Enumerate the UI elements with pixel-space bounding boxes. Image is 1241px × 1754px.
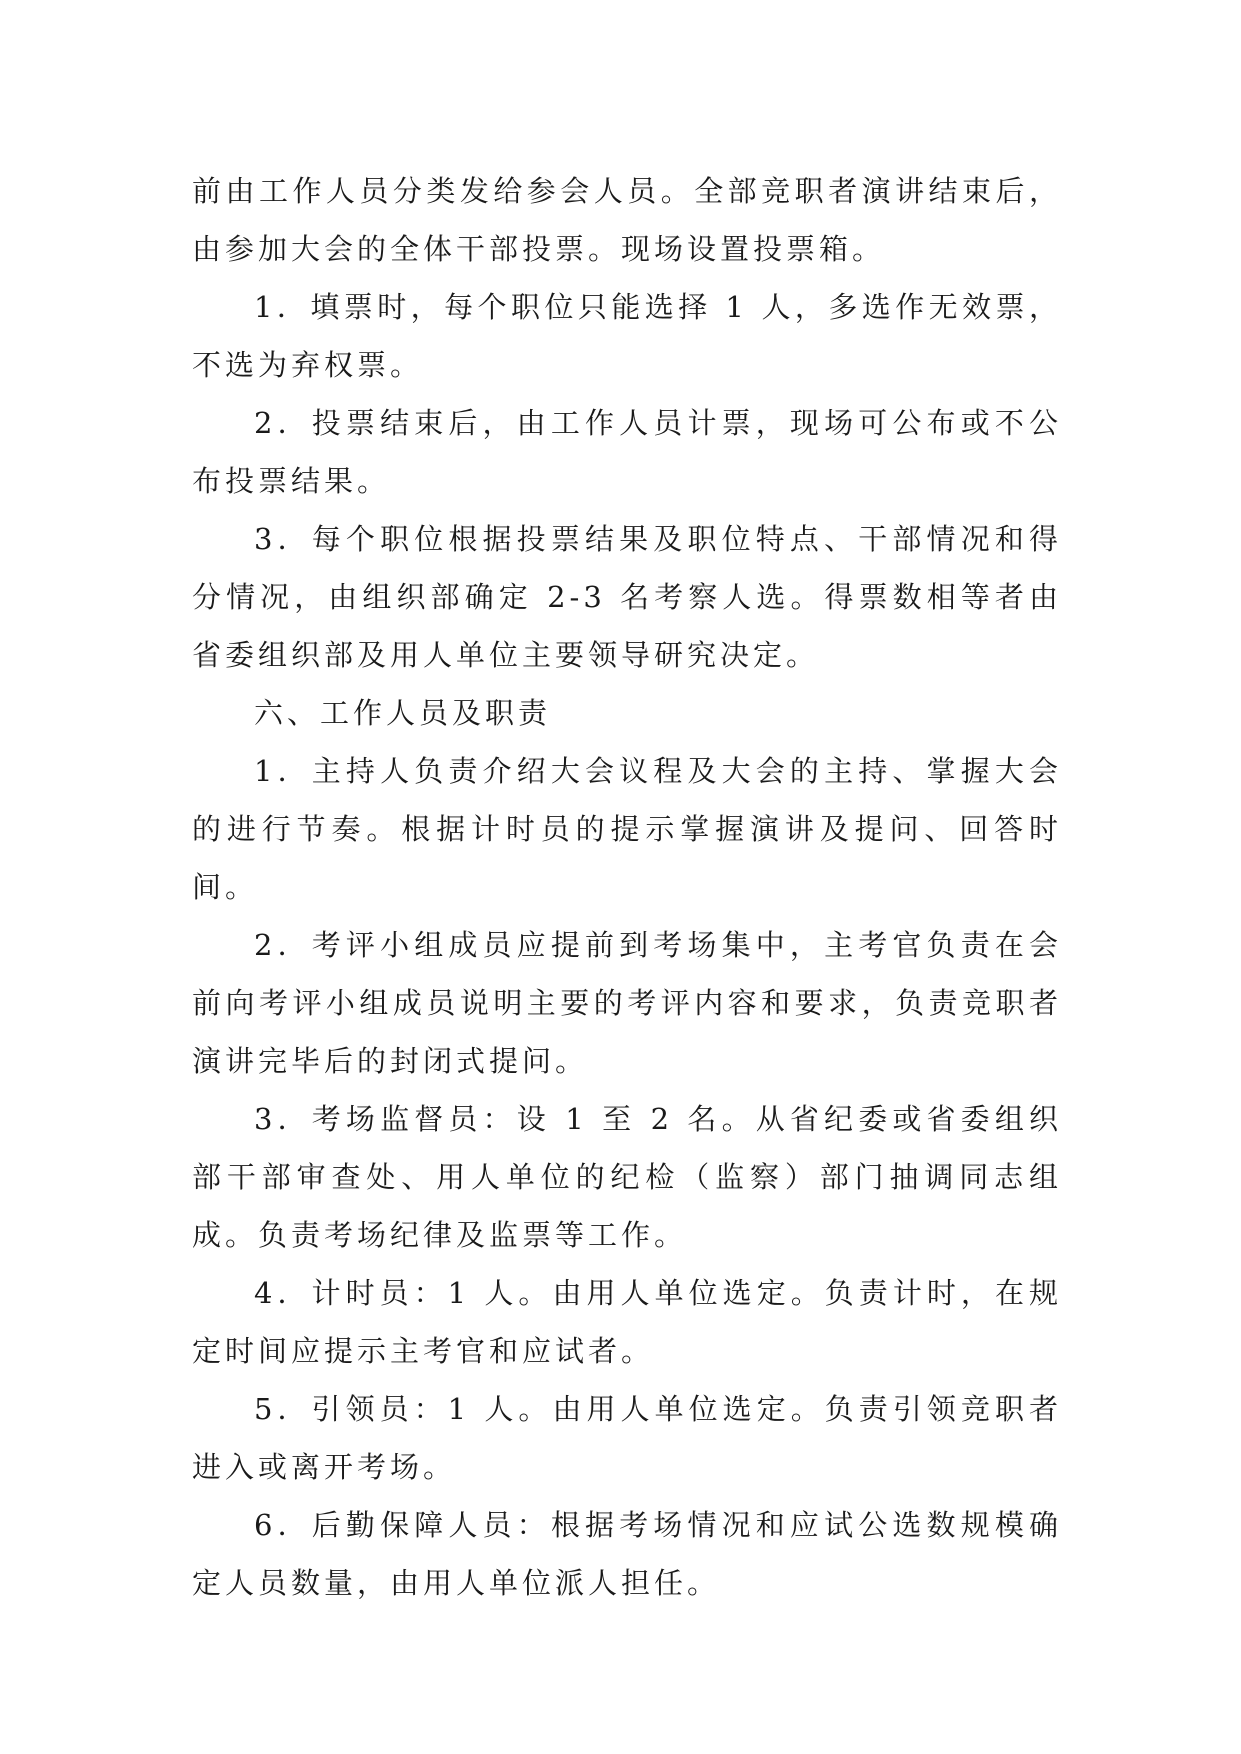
paragraph-voting-rule-3: 3．每个职位根据投票结果及职位特点、干部情况和得分情况，由组织部确定 2-3 名考察人选。得票数相等者由省委组织部及用人单位主要领导研究决定。 [192, 522, 1062, 672]
paragraph-voting-rule-1: 1．填票时，每个职位只能选择 1 人，多选作无效票，不选为弃权票。 [192, 290, 1062, 382]
paragraph-staff-duty-4: 4．计时员：1 人。由用人单位选定。负责计时，在规定时间应提示主考官和应试者。 [192, 1276, 1062, 1368]
paragraph-staff-duty-6: 6．后勤保障人员：根据考场情况和应试公选数规模确定人员数量，由用人单位派人担任。 [192, 1508, 1062, 1600]
paragraph-staff-duty-2: 2．考评小组成员应提前到考场集中，主考官负责在会前向考评小组成员说明主要的考评内容和要求，负责竞职者演讲完毕后的封闭式提问。 [192, 928, 1062, 1078]
paragraph-staff-duty-1: 1．主持人负责介绍大会议程及大会的主持、掌握大会的进行节奏。根据计时员的提示掌握演讲及提问、回答时间。 [192, 754, 1062, 904]
paragraph-staff-duty-3: 3．考场监督员：设 1 至 2 名。从省纪委或省委组织部干部审查处、用人单位的纪检（监察）部门抽调同志组成。负责考场纪律及监票等工作。 [192, 1102, 1062, 1252]
document-body [192, 162, 1062, 1612]
section-heading-staff-duties: 六、工作人员及职责 [254, 696, 552, 730]
paragraph-staff-duty-5: 5．引领员：1 人。由用人单位选定。负责引领竞职者进入或离开考场。 [192, 1392, 1062, 1484]
paragraph-voting-intro: 前由工作人员分类发给参会人员。全部竞职者演讲结束后，由参加大会的全体干部投票。现场设置投票箱。 [192, 174, 1062, 266]
paragraph-voting-rule-2: 2．投票结束后，由工作人员计票，现场可公布或不公布投票结果。 [192, 406, 1062, 498]
